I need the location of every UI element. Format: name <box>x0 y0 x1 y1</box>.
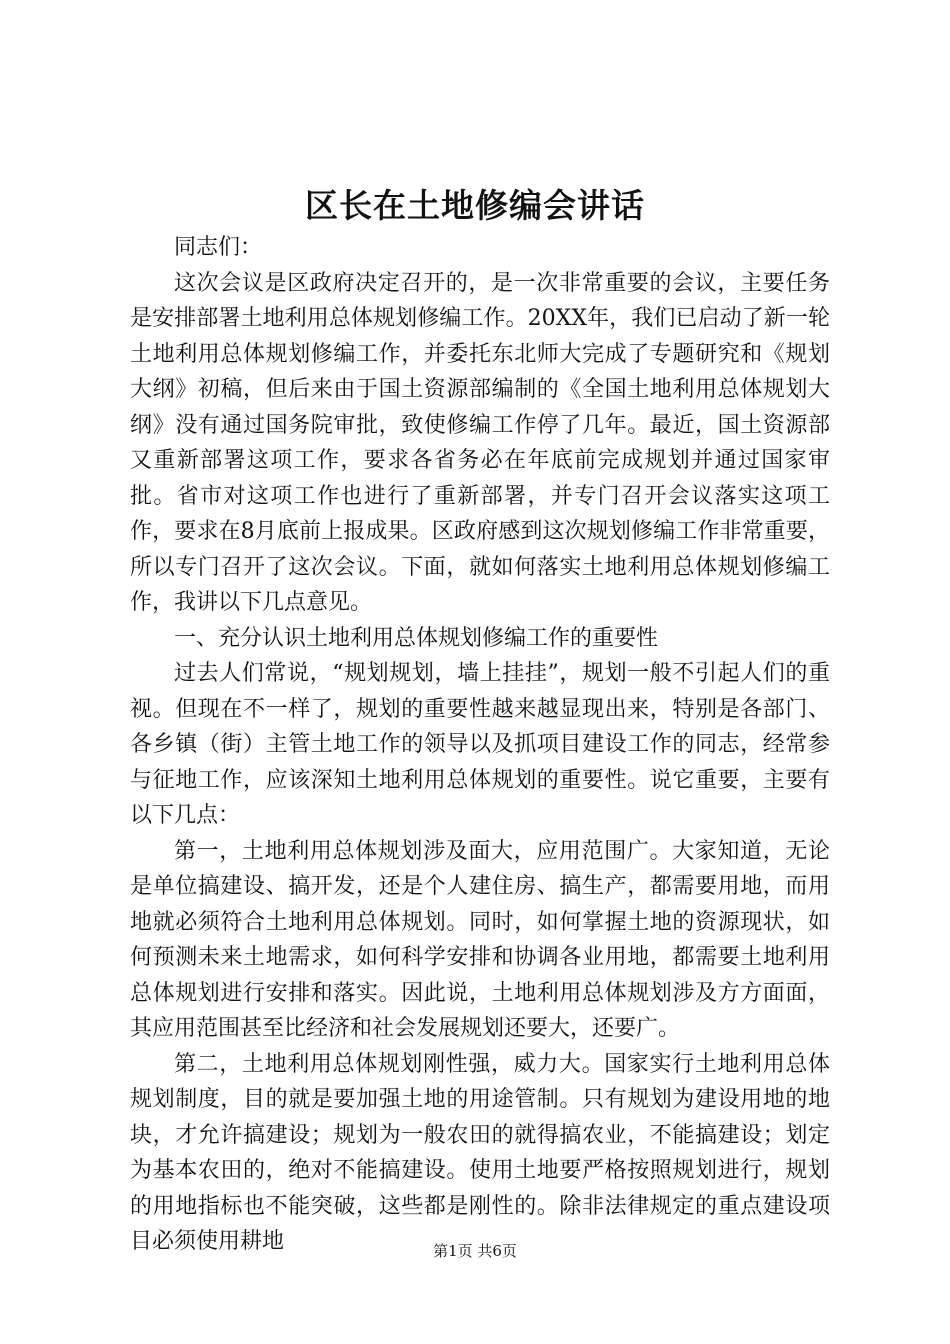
page-number-footer: 第1页 共6页 <box>433 1242 517 1260</box>
body-paragraph: 这次会议是区政府决定召开的，是一次非常重要的会议，主要任务是安排部署土地利用总体规划修编工作。20XX年，我们已启动了新一轮土地利用总体规划修编工作，并委托东北师大完成了专题研究和《规划大纲》初稿，但后来由于国土资源部编制的《全国土地利用总体规划大纲》没有通过国务院审批，致使修编工作停了几年。最近，国土资源部又重新部署这项工作，要求各省务必在年底前完成规划并通过国家审批。省市对这项工作也进行了重新部署，并专门召开会议落实这项工作，要求在8月底前上报成果。区政府感到这次规划修编工作非常重要，所以专门召开了这次会议。下面，就如何落实土地利用总体规划修编工作，我讲以下几点意见。 <box>130 270 830 615</box>
body-paragraph: 第一，土地利用总体规划涉及面大，应用范围广。大家知道，无论是单位搞建设、搞开发，还是个人建住房、搞生产，都需要用地，而用地就必须符合土地利用总体规划。同时，如何掌握土地的资源现状，如何预测未来土地需求，如何科学安排和协调各业用地，都需要土地利用总体规划进行安排和落实。因此说，土地利用总体规划涉及方方面面，其应用范围甚至比经济和社会发展规划还要大，还要广。 <box>130 838 830 1041</box>
body-paragraph: 过去人们常说，“规划规划，墙上挂挂”，规划一般不引起人们的重视。但现在不一样了，规划的重要性越来越显现出来，特别是各部门、各乡镇（街）主管土地工作的领导以及抓项目建设工作的同志，经常参与征地工作，应该深知土地利用总体规划的重要性。说它重要，主要有以下几点： <box>130 661 830 828</box>
document-body <box>130 230 830 1260</box>
body-paragraph: 第二，土地利用总体规划刚性强，威力大。国家实行土地利用总体规划制度，目的就是要加强土地的用途管制。只有规划为建设用地的地块，才允许搞建设；规划为一般农田的就得搞农业，不能搞建设；划定为基本农田的，绝对不能搞建设。使用土地要严格按照规划进行，规划的用地指标也不能突破，这些都是刚性的。除非法律规定的重点建设项目必须使用耕地 <box>130 1051 830 1254</box>
salutation-paragraph: 同志们： <box>174 235 263 260</box>
document-title: 区长在土地修编会讲话 <box>305 186 645 225</box>
section-heading: 一、充分认识土地利用总体规划修编工作的重要性 <box>174 625 659 651</box>
